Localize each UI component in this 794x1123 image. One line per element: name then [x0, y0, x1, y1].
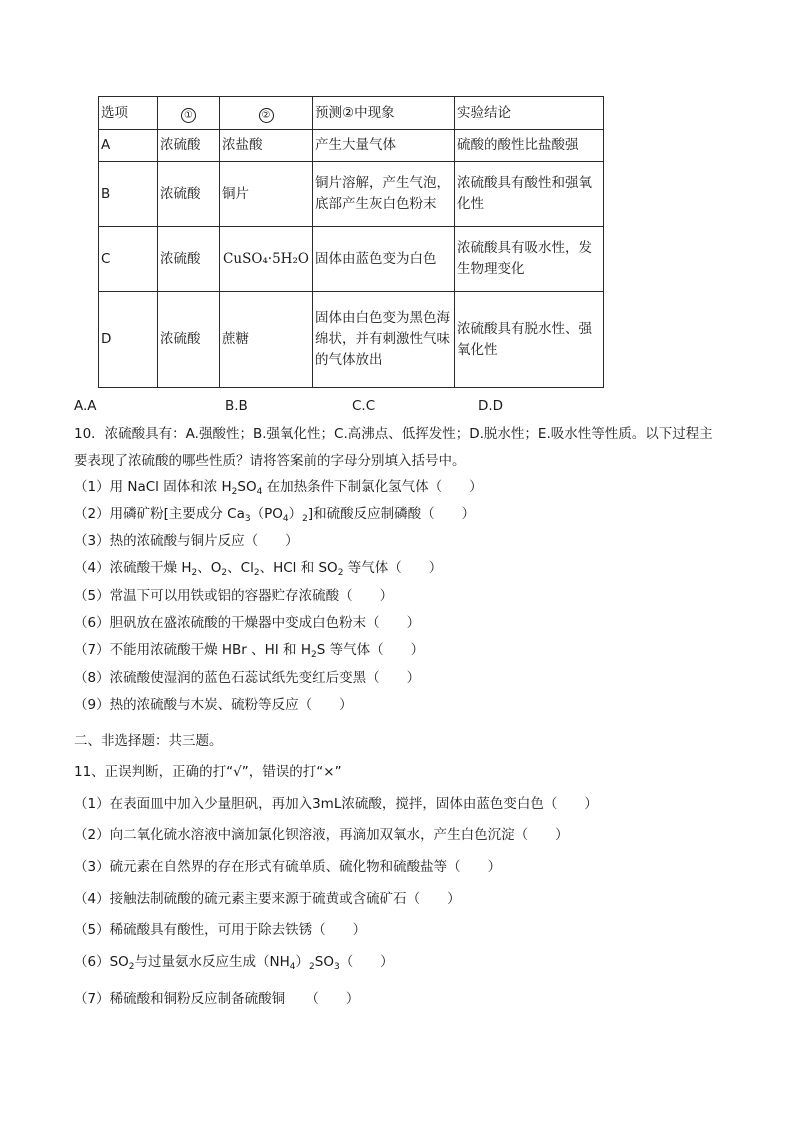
row-option: A [99, 130, 158, 162]
row-option: D [99, 292, 158, 388]
q10-item-5: （5）常温下可以用铁或铝的容器贮存浓硫酸（ ） [74, 588, 394, 604]
table-row [99, 227, 604, 292]
q10-item-7: （7）不能用浓硫酸干燥 HBr 、HI 和 $H_2S$ 等气体（ ） [74, 642, 425, 660]
row-reagent-2: 蔗糖 [220, 292, 313, 388]
q10-item-6: （6）胆矾放在盛浓硫酸的干燥器中变成白色粉末（ ） [74, 615, 421, 631]
q11-item-6: $(6)SO_2$与过量氨水反应生成$(NH_4)_2SO_3$（ ） [74, 954, 394, 972]
row-conclusion: 浓硫酸具有酸性和强氧化性 [455, 162, 604, 227]
choice-c[interactable]: C.C [352, 398, 376, 414]
q11-item-1: （1）在表面皿中加入少量胆矾，再加入3mL浓硫酸，搅拌，固体由蓝色变白色（ ） [74, 796, 598, 812]
q10-item-4: （4）浓硫酸干燥 $H_2$、$O_2$、$Cl_2$、HCl 和 $SO_2$ 等气体（ ） [74, 560, 443, 578]
q10-item-2: （2）用磷矿粉[主要成分 $Ca_3(PO_4)_2$]和硫酸反应制磷酸（ ） [74, 506, 476, 524]
q11-item-2: （2）向二氧化硫水溶液中滴加氯化钡溶液，再滴加双氧水，产生白色沉淀（ ） [74, 827, 569, 843]
row-reagent-2: CuSO₄·5H₂O [220, 227, 313, 292]
header-option: 选项 [99, 97, 158, 130]
row-reagent-2: 浓盐酸 [220, 130, 313, 162]
q11-item-5: （5）稀硫酸具有酸性，可用于除去铁锈（ ） [74, 922, 367, 938]
header-conclusion: 实验结论 [455, 97, 604, 130]
section-2-title: 二、非选择题：共三题。 [74, 733, 223, 749]
row-option: C [99, 227, 158, 292]
header-phenomenon: 预测②中现象 [313, 97, 455, 130]
q11-stem: 11、正误判断，正确的打“√”，错误的打“×” [74, 764, 342, 780]
q10-stem-line2: 要表现了浓硫酸的哪些性质？请将答案前的字母分别填入括号中。 [74, 453, 466, 469]
table-row [99, 292, 604, 388]
row-conclusion: 浓硫酸具有脱水性、强氧化性 [455, 292, 604, 388]
row-conclusion: 硫酸的酸性比盐酸强 [455, 130, 604, 162]
header-reagent-2: ② [220, 97, 313, 130]
row-phenomenon: 固体由白色变为黑色海绵状，并有刺激性气味的气体放出 [313, 292, 455, 388]
row-reagent-1: 浓硫酸 [158, 227, 220, 292]
q10-item-3: （3）热的浓硫酸与铜片反应（ ） [74, 533, 299, 549]
q10-stem-line1: 10．浓硫酸具有：A.强酸性；B.强氧化性；C.高沸点、低挥发性；D.脱水性；E.吸水性等性质。以下过程主 [74, 426, 713, 442]
q10-item-8: （8）浓硫酸使湿润的蓝色石蕊试纸先变红后变黑（ ） [74, 670, 421, 686]
row-reagent-1: 浓硫酸 [158, 292, 220, 388]
q11-item-7: （7）稀硫酸和铜粉反应制备硫酸铜 （ ） [74, 991, 360, 1007]
q10-item-1: （1）用 NaCl 固体和浓 $H_2SO_4$ 在加热条件下制氯化氢气体（ ） [74, 479, 483, 497]
q11-item-4: （4）接触法制硫酸的硫元素主要来源于硫黄或含硫矿石（ ） [74, 891, 461, 907]
row-reagent-1: 浓硫酸 [158, 130, 220, 162]
header-reagent-1: ① [158, 97, 220, 130]
experiment-table [98, 96, 604, 388]
table-header-row [99, 97, 604, 130]
row-reagent-2: 铜片 [220, 162, 313, 227]
row-phenomenon: 固体由蓝色变为白色 [313, 227, 455, 292]
row-phenomenon: 产生大量气体 [313, 130, 455, 162]
row-phenomenon: 铜片溶解，产生气泡，底部产生灰白色粉末 [313, 162, 455, 227]
row-option: B [99, 162, 158, 227]
table-row [99, 130, 604, 162]
choice-a[interactable]: A.A [74, 398, 97, 414]
row-conclusion: 浓硫酸具有吸水性，发生物理变化 [455, 227, 604, 292]
choice-b[interactable]: B.B [225, 398, 248, 414]
table-row [99, 162, 604, 227]
row-reagent-1: 浓硫酸 [158, 162, 220, 227]
choice-d[interactable]: D.D [478, 398, 504, 414]
q11-item-3: （3）硫元素在自然界的存在形式有硫单质、硫化物和硫酸盐等（ ） [74, 859, 502, 875]
q10-item-9: （9）热的浓硫酸与木炭、硫粉等反应（ ） [74, 697, 353, 713]
